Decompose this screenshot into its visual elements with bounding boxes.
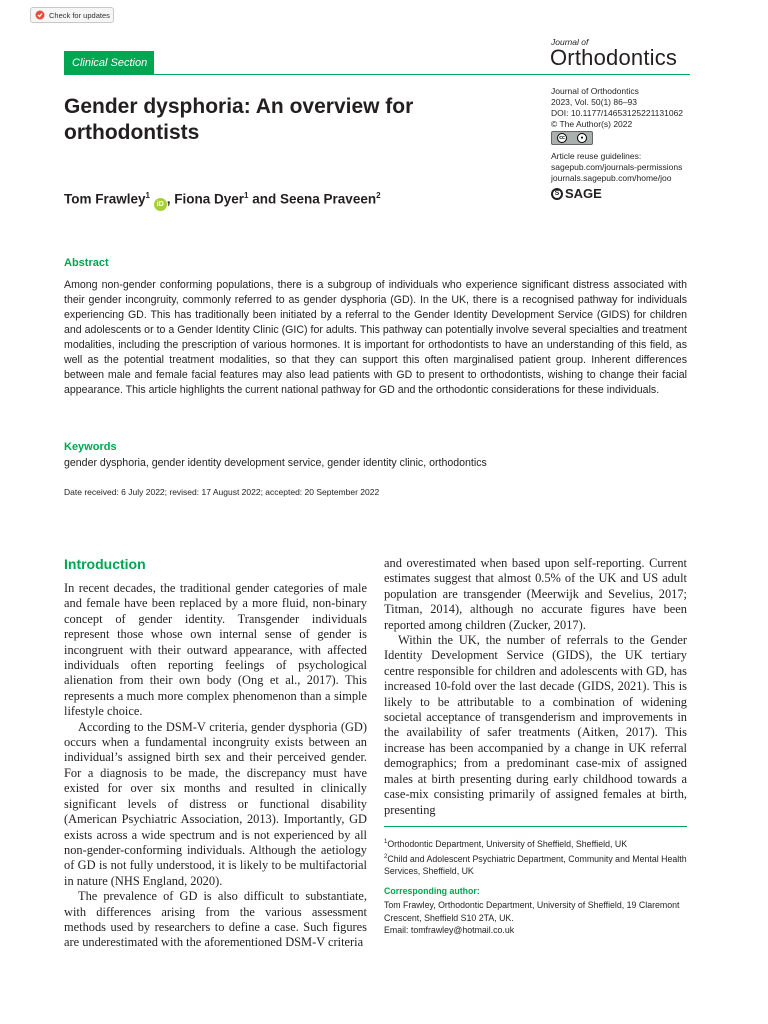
body-paragraph: In recent decades, the traditional gender categories of male and female have been replaced by a more fluid, non-binary concept of gender identity. Transgender individuals represent those whose own internal sense of gender is incongruent with their outward appearance, with affected individuals often reporting feelings of psychological alienation from their own body (Ong et al., 2017). This represents a much more complex phenomenon than a simple lifestyle choice. (64, 581, 367, 719)
doi-link[interactable]: DOI: 10.1177/14653125221131062 (551, 108, 684, 118)
by-person-icon: ● (577, 133, 587, 143)
affiliations (384, 836, 694, 878)
creative-commons-badge[interactable] (551, 131, 593, 145)
section-divider (154, 74, 690, 75)
affiliation-item (384, 851, 694, 878)
journal-meta-line: Journal of Orthodontics (551, 86, 639, 96)
body-column-left (64, 581, 367, 951)
corresponding-author-heading: Corresponding author: (384, 886, 480, 896)
introduction-heading: Introduction (64, 556, 146, 572)
affiliation-text: Child and Adolescent Psychiatric Department, Community and Mental Health Services, Sheffield, UK (384, 853, 687, 877)
affiliation-sup: 1 (384, 839, 388, 845)
journal-meta-line: 2023, Vol. 50(1) 86–93 (551, 97, 638, 107)
author-affiliation-sup: 2 (376, 191, 381, 200)
footnote-divider (384, 826, 687, 827)
keywords-text: gender dysphoria, gender identity development service, gender identity clinic, orthodontics (64, 457, 487, 469)
body-paragraph: According to the DSM-V criteria, gender dysphoria (GD) occurs when a fundamental incongruity exists between an individual’s assigned birth sex and their perceived gender. For a diagnosis to be made, the discrepancy must have existed for over six months and resulted in clinically significant levels of distress or functional disability (American Psychiatric Association, 2013). Importantly, GD exists across a wide spectrum and is not experienced by all non-gender-conforming individuals. Although the aetiology of GD is not fully understood, it is likely to be multifactorial in nature (NHS England, 2020). (64, 719, 367, 888)
publisher-name: SAGE (565, 186, 602, 201)
keywords-heading: Keywords (64, 441, 117, 453)
journal-prefix: Journal of (551, 37, 589, 47)
abstract-heading: Abstract (64, 257, 109, 269)
reuse-guidelines (551, 151, 682, 184)
body-paragraph: and overestimated when based upon self-reporting. Current estimates suggest that almost 0.5% of the UK and US adult population are transgender (Meerwijk and Sevelius, 2017; Titman, 2014), although no accurate figures have been reported among children (Zucker, 2017). (384, 556, 687, 632)
author-name[interactable]: Fiona Dyer (174, 191, 245, 207)
author-name[interactable]: Seena Praveen (280, 191, 377, 207)
body-column-right (384, 556, 687, 818)
publisher-logo (551, 186, 602, 201)
orcid-icon[interactable]: iD (154, 198, 167, 211)
journal-meta (551, 86, 683, 130)
author-affiliation-sup: 1 (244, 191, 249, 200)
affiliation-item (384, 836, 694, 851)
author-list (64, 191, 381, 211)
author-affiliation-sup: 1 (145, 191, 150, 200)
check-updates-icon (35, 10, 45, 20)
abstract-text: Among non-gender conforming populations, there is a subgroup of individuals who experience significant distress associated with their gender incongruity, commonly referred to as gender dysphoria (GD). In the UK, there is a recognised pathway for individuals experiencing GD. This has traditionally been initiated by a referral to the Gender Identity Development Service (GIDS) for children and adolescents or to a Gender Identity Clinic (GIC) for adults. This pathway can potentially involve several specialties and treatment modalities, including the prescription of various hormones. It is important for orthodontists to have an understanding of this field, as well as the potential treatment modalities, so that they can support this often marginalised patient group. Inherent differences between male and female facial features may also lead patients with GD to present to orthodontists, wishing to change their facial appearance. This article highlights the current national pathway for GD and the orthodontic considerations for these individuals. (64, 279, 687, 396)
journal-name: Orthodontics (550, 45, 678, 70)
check-for-updates-label: Check for updates (49, 10, 110, 20)
affiliation-text: Orthodontic Department, University of Sheffield, Sheffield, UK (387, 838, 628, 849)
author-separator: , (166, 191, 175, 207)
cc-icon: cc (557, 133, 567, 143)
section-tag: Clinical Section (64, 51, 154, 75)
author-separator: and (248, 191, 281, 207)
article-title: Gender dysphoria: An overview for orthodontists (64, 95, 414, 144)
corresponding-author (384, 899, 694, 937)
affiliation-sup: 2 (384, 853, 388, 860)
article-dates: Date received: 6 July 2022; revised: 17 August 2022; accepted: 20 September 2022 (64, 487, 380, 497)
body-paragraph: Within the UK, the number of referrals to the Gender Identity Development Service (GIDS), the UK tertiary centre responsible for children and adolescents with GD, has increased 10-fold over the last decade (GIDS, 2021). This is likely to be attributable to a combination of widening societal acceptance of transgenderism and improvements in the availability of safer treatments (Aitken, 2017). This increase has been accompanied by a change in UK referral demographics; from a predominant case-mix of assigned males at birth presenting during early childhood towards a case-mix consisting primarily of assigned females at birth, presenting (384, 633, 687, 817)
check-for-updates-button[interactable] (30, 7, 114, 23)
corresponding-address: Tom Frawley, Orthodontic Department, University of Sheffield, 19 Claremont Crescent, Sheffield S10 2TA, UK. (384, 900, 680, 923)
sage-logo-icon: S (551, 188, 563, 200)
body-paragraph: The prevalence of GD is also difficult to substantiate, with differences arising from the various assessment methods used by researchers to define a case. Such figures are underestimated with the aforementioned DSM-V criteria (64, 889, 367, 950)
permissions-link[interactable]: sagepub.com/journals-permissions (551, 162, 683, 172)
corresponding-email[interactable]: Email: tomfrawley@hotmail.co.uk (384, 925, 515, 936)
copyright: © The Author(s) 2022 (551, 119, 633, 129)
reuse-heading: Article reuse guidelines: (551, 151, 642, 161)
author-name[interactable]: Tom Frawley (64, 191, 146, 207)
journal-home-link[interactable]: journals.sagepub.com/home/joo (551, 173, 672, 183)
